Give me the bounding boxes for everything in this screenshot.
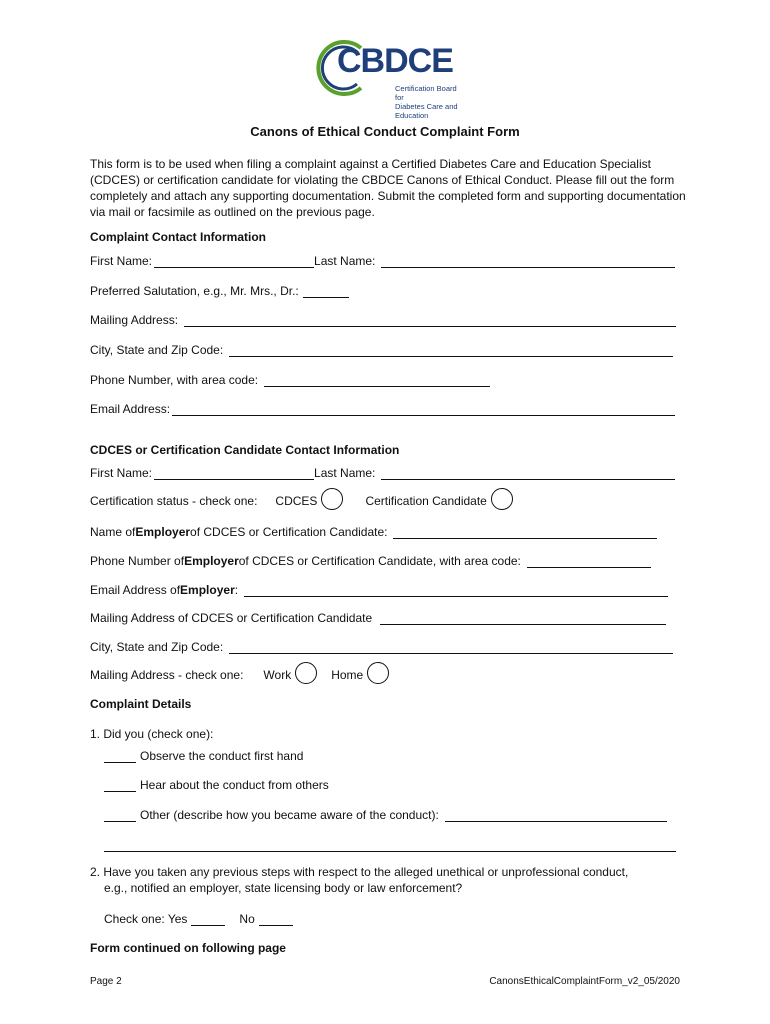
complainant-mailing-field[interactable] — [184, 313, 676, 327]
employer-phone-field[interactable] — [527, 554, 651, 568]
q1-option-other: Other (describe how you became aware of the conduct): — [104, 804, 667, 822]
candidate-radio[interactable] — [491, 488, 513, 510]
employer-email-row: Email Address of Employer : — [90, 579, 668, 597]
cert-status-row: Certification status - check one: CDCES Certification Candidate — [90, 490, 513, 508]
others-blank[interactable] — [104, 778, 136, 792]
salutation-field[interactable] — [303, 284, 349, 298]
question-2: 2. Have you taken any previous steps with respect to the alleged unethical or unprofessional conduct, e.g., notified an employer, state licensing body or law enforcement? — [90, 865, 629, 895]
complainant-phone-row: Phone Number, with area code: — [90, 369, 490, 387]
q1-option-others: Hear about the conduct from others — [104, 774, 329, 792]
other-description-line-2 — [104, 834, 676, 852]
q1-option-firsthand: Observe the conduct first hand — [104, 745, 303, 763]
cdces-city-row: City, State and Zip Code: — [90, 636, 673, 654]
salutation-row: Preferred Salutation, e.g., Mr. Mrs., Dr.: — [90, 280, 349, 298]
document-id: CanonsEthicalComplaintForm_v2_05/2020 — [489, 976, 680, 987]
cdces-heading: CDCES or Certification Candidate Contact Information — [90, 443, 400, 457]
complainant-name-row: First Name: Last Name: — [90, 250, 675, 268]
complainant-email-field[interactable] — [172, 402, 675, 416]
complainant-email-row: Email Address: — [90, 398, 675, 416]
complainant-last-name-field[interactable] — [381, 254, 675, 268]
cdces-first-name-field[interactable] — [154, 466, 314, 480]
employer-phone-row: Phone Number of Employer of CDCES or Certification Candidate, with area code: — [90, 550, 651, 568]
logo-text: CBDCE — [337, 42, 453, 80]
cdces-mailing-row: Mailing Address of CDCES or Certification Candidate — [90, 607, 666, 625]
cdces-radio[interactable] — [321, 488, 343, 510]
complainant-city-field[interactable] — [229, 343, 673, 357]
q2-check-row: Check one: Yes No — [104, 908, 293, 926]
other-description-field-2[interactable] — [104, 838, 676, 852]
yes-blank[interactable] — [191, 912, 225, 926]
question-1: 1. Did you (check one): — [90, 727, 214, 741]
complainant-phone-field[interactable] — [264, 373, 490, 387]
firsthand-blank[interactable] — [104, 749, 136, 763]
employer-name-field[interactable] — [393, 525, 657, 539]
continued-note: Form continued on following page — [90, 941, 286, 955]
page-number: Page 2 — [90, 976, 122, 987]
no-blank[interactable] — [259, 912, 293, 926]
other-description-field[interactable] — [445, 808, 667, 822]
cdces-name-row: First Name: Last Name: — [90, 462, 675, 480]
cdces-last-name-field[interactable] — [381, 466, 675, 480]
cdces-city-field[interactable] — [229, 640, 673, 654]
page-title: Canons of Ethical Conduct Complaint Form — [250, 124, 520, 139]
other-blank[interactable] — [104, 808, 136, 822]
work-radio[interactable] — [295, 662, 317, 684]
mailing-check-row: Mailing Address - check one: Work Home — [90, 664, 389, 682]
home-radio[interactable] — [367, 662, 389, 684]
complainant-first-name-field[interactable] — [154, 254, 314, 268]
logo-subtitle: Certification Board for Diabetes Care and Education — [395, 84, 458, 120]
intro-paragraph: This form is to be used when filing a complaint against a Certified Diabetes Care and Education Specialist (CDCES) or certification candidate for violating the CBDCE Canons of Ethical Conduct. Please fill out the form completely and attach any supporting documentation. Submit the completed form and supporting documentation via mail or facsimile as outlined on the previous page. — [90, 157, 686, 219]
complainant-mailing-row: Mailing Address: — [90, 309, 676, 327]
cdces-mailing-field[interactable] — [380, 611, 666, 625]
complainant-city-row: City, State and Zip Code: — [90, 339, 673, 357]
employer-name-row: Name of Employer of CDCES or Certification Candidate: — [90, 521, 657, 539]
cbdce-logo — [313, 38, 463, 120]
details-heading: Complaint Details — [90, 697, 192, 711]
complainant-heading: Complaint Contact Information — [90, 230, 266, 244]
employer-email-field[interactable] — [244, 583, 668, 597]
